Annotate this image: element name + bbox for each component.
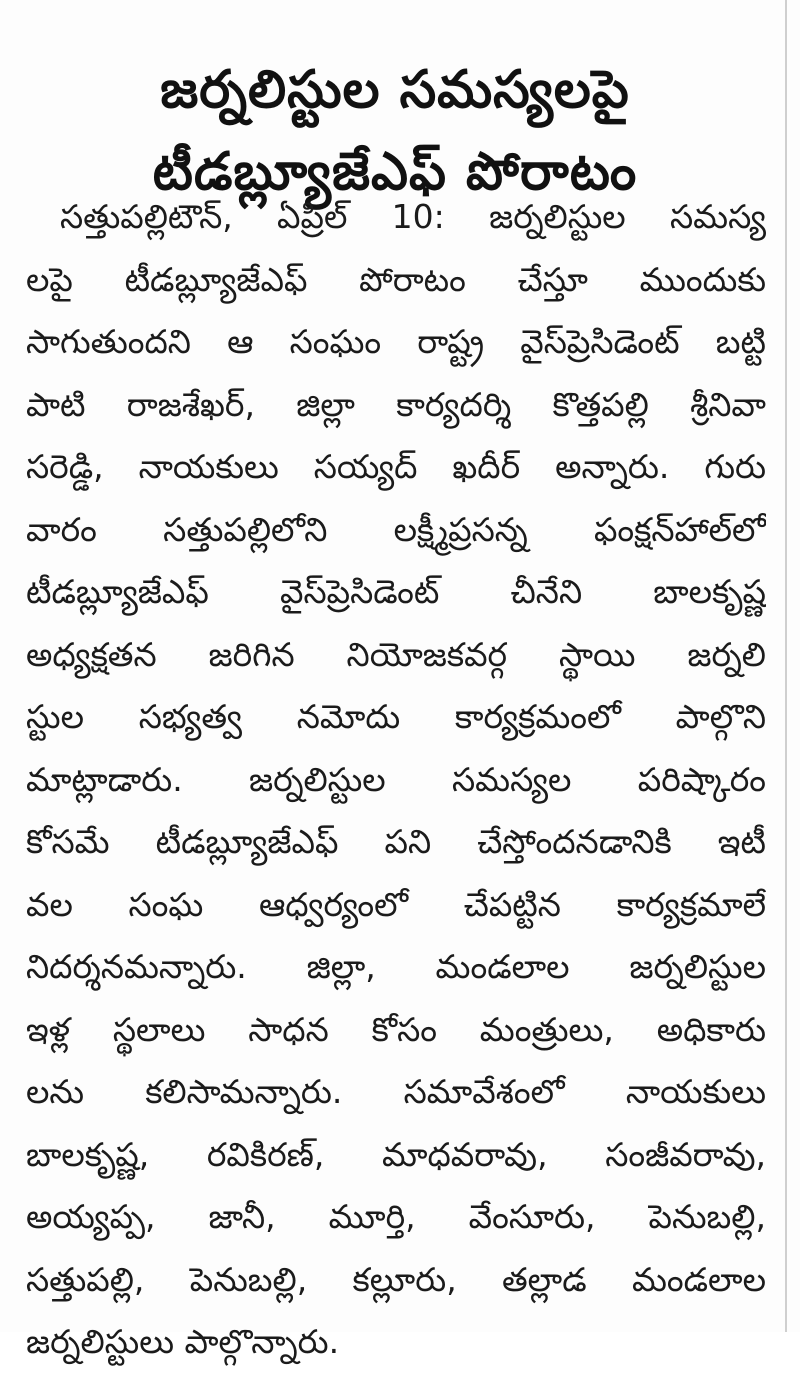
- headline-line-2: టీడబ్ల్యూజేఎఫ్ పోరాటం: [152, 141, 638, 202]
- body-line-13: నిదర్శనమన్నారు. జిల్లా, మండలాల జర్నలిస్టుల: [26, 947, 766, 986]
- body-line-14: ఇళ్ల స్థలాలు సాధన కోసం మంత్రులు, అధికారు: [26, 1009, 766, 1049]
- article-body: [26, 186, 766, 1374]
- body-line-16: బాలకృష్ణ, రవికిరణ్, మాధవరావు, సంజీవరావు,: [26, 1134, 766, 1174]
- body-line-5: సరెడ్డి, నాయకులు సయ్యద్ ఖదీర్ అన్నారు. గురు: [26, 447, 766, 486]
- body-line-17: అయ్యప్ప, జానీ, మూర్తి, వేంసూరు, పెనుబల్లి,: [26, 1197, 766, 1236]
- body-line-19: జర్నలిస్టులు పాల్గొన్నారు.: [26, 1322, 340, 1361]
- body-line-10: మాట్లాడారు. జర్నలిస్టుల సమస్యల పరిష్కారం: [26, 759, 766, 799]
- body-line-11: కోసమే టీడబ్ల్యూజేఎఫ్ పని చేస్తోందనడానికి ఇటీ: [26, 822, 766, 861]
- body-line-7: టీడబ్ల్యూజేఎఫ్ వైస్‌ప్రెసిడెంట్ చీనేని బాలకృష్ణ: [26, 572, 766, 611]
- body-line-9: స్టుల సభ్యత్వ నమోదు కార్యక్రమంలో పాల్గొని: [26, 697, 766, 736]
- body-line-1: సత్తుపల్లిటౌన్, ఏప్రిల్ 10: జర్నలిస్టుల సమస్య: [60, 197, 766, 236]
- column-divider: [785, 0, 787, 1332]
- headline-line-1: జర్నలిస్టుల సమస్యలపై: [160, 59, 630, 120]
- body-line-3: సాగుతుందని ఆ సంఘం రాష్ట్ర వైస్‌ప్రెసిడెంట్ బట్టి: [26, 322, 766, 361]
- body-line-8: అధ్యక్షతన జరిగిన నియోజకవర్గ స్థాయి జర్నలి: [26, 634, 766, 674]
- body-line-12: వల సంఘ ఆధ్వర్యంలో చేపట్టిన కార్యక్రమాలే: [26, 884, 766, 924]
- body-line-6: వారం సత్తుపల్లిలోని లక్ష్మీప్రసన్న ఫంక్షన్‌హాల్‌లో: [26, 509, 766, 549]
- body-line-4: పాటి రాజశేఖర్, జిల్లా కార్యదర్శి కొత్తపల్లి శ్రీనివా: [26, 384, 766, 424]
- body-line-18: సత్తుపల్లి, పెనుబల్లి, కల్లూరు, తల్లాడ మండలాల: [26, 1259, 766, 1299]
- body-line-15: లను కలిసామన్నారు. సమావేశంలో నాయకులు: [26, 1072, 766, 1111]
- body-line-2: లపై టీడబ్ల్యూజేఎఫ్ పోరాటం చేస్తూ ముందుకు: [26, 259, 766, 299]
